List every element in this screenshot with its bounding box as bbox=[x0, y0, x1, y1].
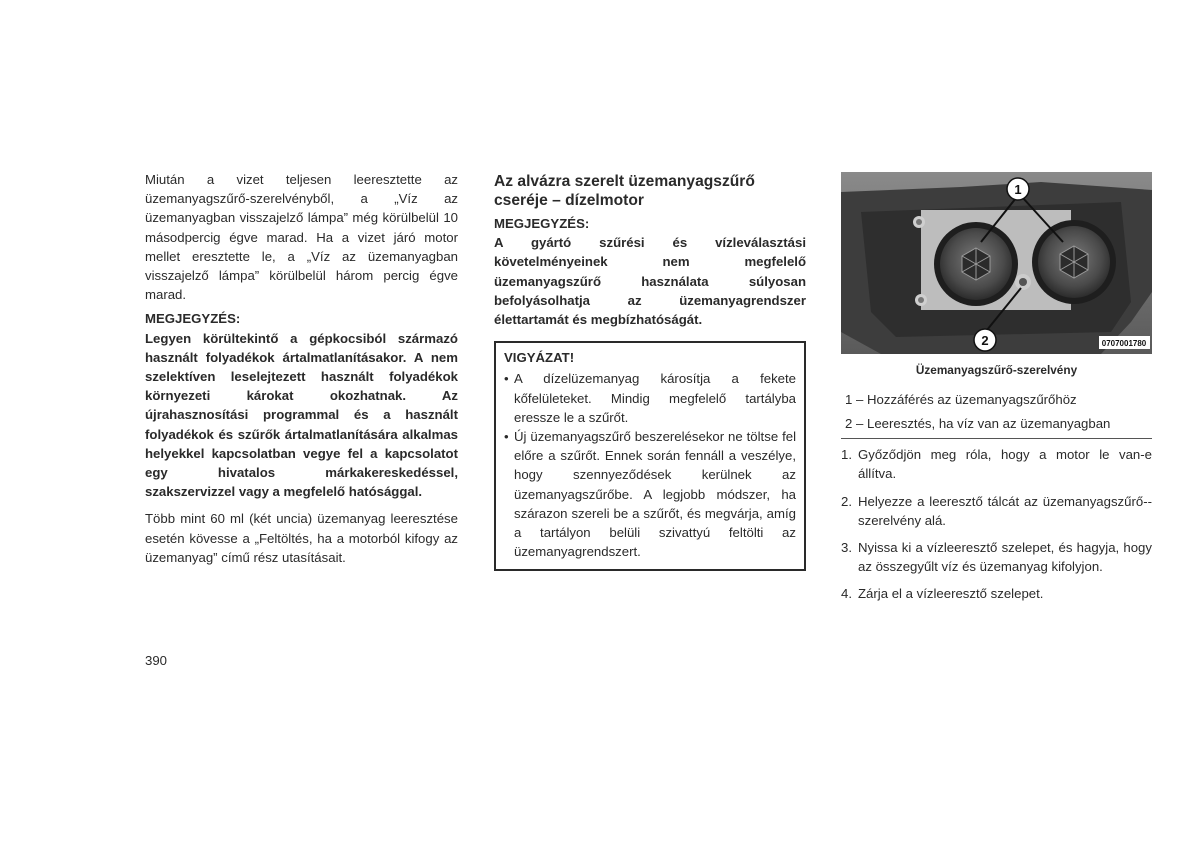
step-text: Nyissa ki a vízleeresztő szelepet, és hagyja, hogy az összegyűlt víz és üzemanyag kifolyjon. bbox=[858, 540, 1152, 575]
warning-box bbox=[494, 341, 806, 571]
step-text: Zárja el a vízleeresztő szelepet. bbox=[858, 586, 1044, 602]
section-heading: Az alvázra szerelt üzemanyagszűrő cseréje – dízelmotor bbox=[494, 173, 755, 209]
middle-column bbox=[494, 170, 806, 571]
right-column bbox=[841, 172, 1152, 612]
divider bbox=[841, 438, 1152, 439]
step-item bbox=[841, 445, 1152, 483]
drain-paragraph: Több mint 60 ml (két uncia) üzemanyag leeresztése esetén kövesse a „Feltöltés, ha a motorból kifogy az üzemanyag” című rész utasításait. bbox=[145, 511, 458, 565]
figure-caption: Üzemanyagszűrő-szerelvény bbox=[915, 363, 1078, 377]
figure-code: 0707001780 bbox=[1101, 339, 1147, 348]
step-text: Helyezze a leeresztő tálcát az üzemanyagszűrő--szerelvény alá. bbox=[858, 493, 1152, 528]
left-column bbox=[145, 170, 458, 567]
note-text: Legyen körültekintő a gépkocsiból származó használt folyadékok ártalmatlanításakor. A nem szelektíven leselejtezett használt folyadékok környezeti károkat okozhatnak. Az újrahasznosítási programmal és a használt folyadékok és szűrők ártalmatlanítására alkalmas helyekkel kapcsolatban vegye fel a kapcsolatot egy hivatalos márkakereskedéssel, szakszervizzel vagy a megfelelő hatósággal. bbox=[145, 330, 458, 500]
warning-title: VIGYÁZAT! bbox=[504, 350, 575, 366]
step-number: 4. bbox=[841, 586, 852, 602]
step-item bbox=[841, 492, 1152, 530]
note-text: A gyártó szűrési és vízleválasztási követelményeinek nem megfelelő üzemanyagszűrő használata súlyosan befolyásolhatja az üzemanyagrendszer élettartamát és megbízhatóságát. bbox=[494, 235, 806, 328]
legend-item: 1 – Hozzáférés az üzemanyagszűrőhöz bbox=[845, 392, 1077, 408]
callout-1-label: 1 bbox=[1014, 182, 1022, 197]
warning-item: • Új üzemanyagszűrő beszerelésekor ne töltse fel előre a szűrőt. Ennek során fennáll a veszélye, hogy szennyeződések kerülnek az üzemanyagszűrőbe. A legjobb módszer, ha szárazon szereli be a szűrőt, és megvárja, amíg a tartályon belüli szivattyú feltölti az üzemanyagrendszert. bbox=[504, 427, 796, 561]
figure-legend bbox=[841, 390, 1152, 434]
page-number: 390 bbox=[145, 653, 168, 668]
step-number: 1. bbox=[841, 447, 852, 463]
warning-item: • A dízelüzemanyag károsítja a fekete kőfelületeket. Mindig megfelelő tartályba eressze le a szűrőt. bbox=[504, 369, 796, 427]
step-item bbox=[841, 584, 1152, 603]
fuel-filter-figure bbox=[841, 172, 1152, 354]
step-number: 3. bbox=[841, 540, 852, 556]
note-title: MEGJEGYZÉS: bbox=[494, 216, 590, 231]
step-number: 2. bbox=[841, 493, 852, 509]
note-title: MEGJEGYZÉS: bbox=[145, 311, 241, 327]
step-text: Győződjön meg róla, hogy a motor le van-e állítva. bbox=[858, 447, 1152, 482]
intro-paragraph: Miután a vizet teljesen leeresztette az üzemanyagszűrő-szerelvényből, a „Víz az üzemanyagban visszajelző lámpa” még körülbelül 10 másodpercig égve marad. Ha a vizet járó motor mellet eresztette le, a „Víz az üzemanyagban visszajelző lámpa” körülbelül három percig égve marad. bbox=[145, 172, 458, 303]
fuel-filter-photo bbox=[841, 172, 1152, 354]
step-item bbox=[841, 538, 1152, 576]
legend-item: 2 – Leeresztés, ha víz van az üzemanyagban bbox=[845, 416, 1111, 432]
callout-2-label: 2 bbox=[981, 333, 989, 348]
